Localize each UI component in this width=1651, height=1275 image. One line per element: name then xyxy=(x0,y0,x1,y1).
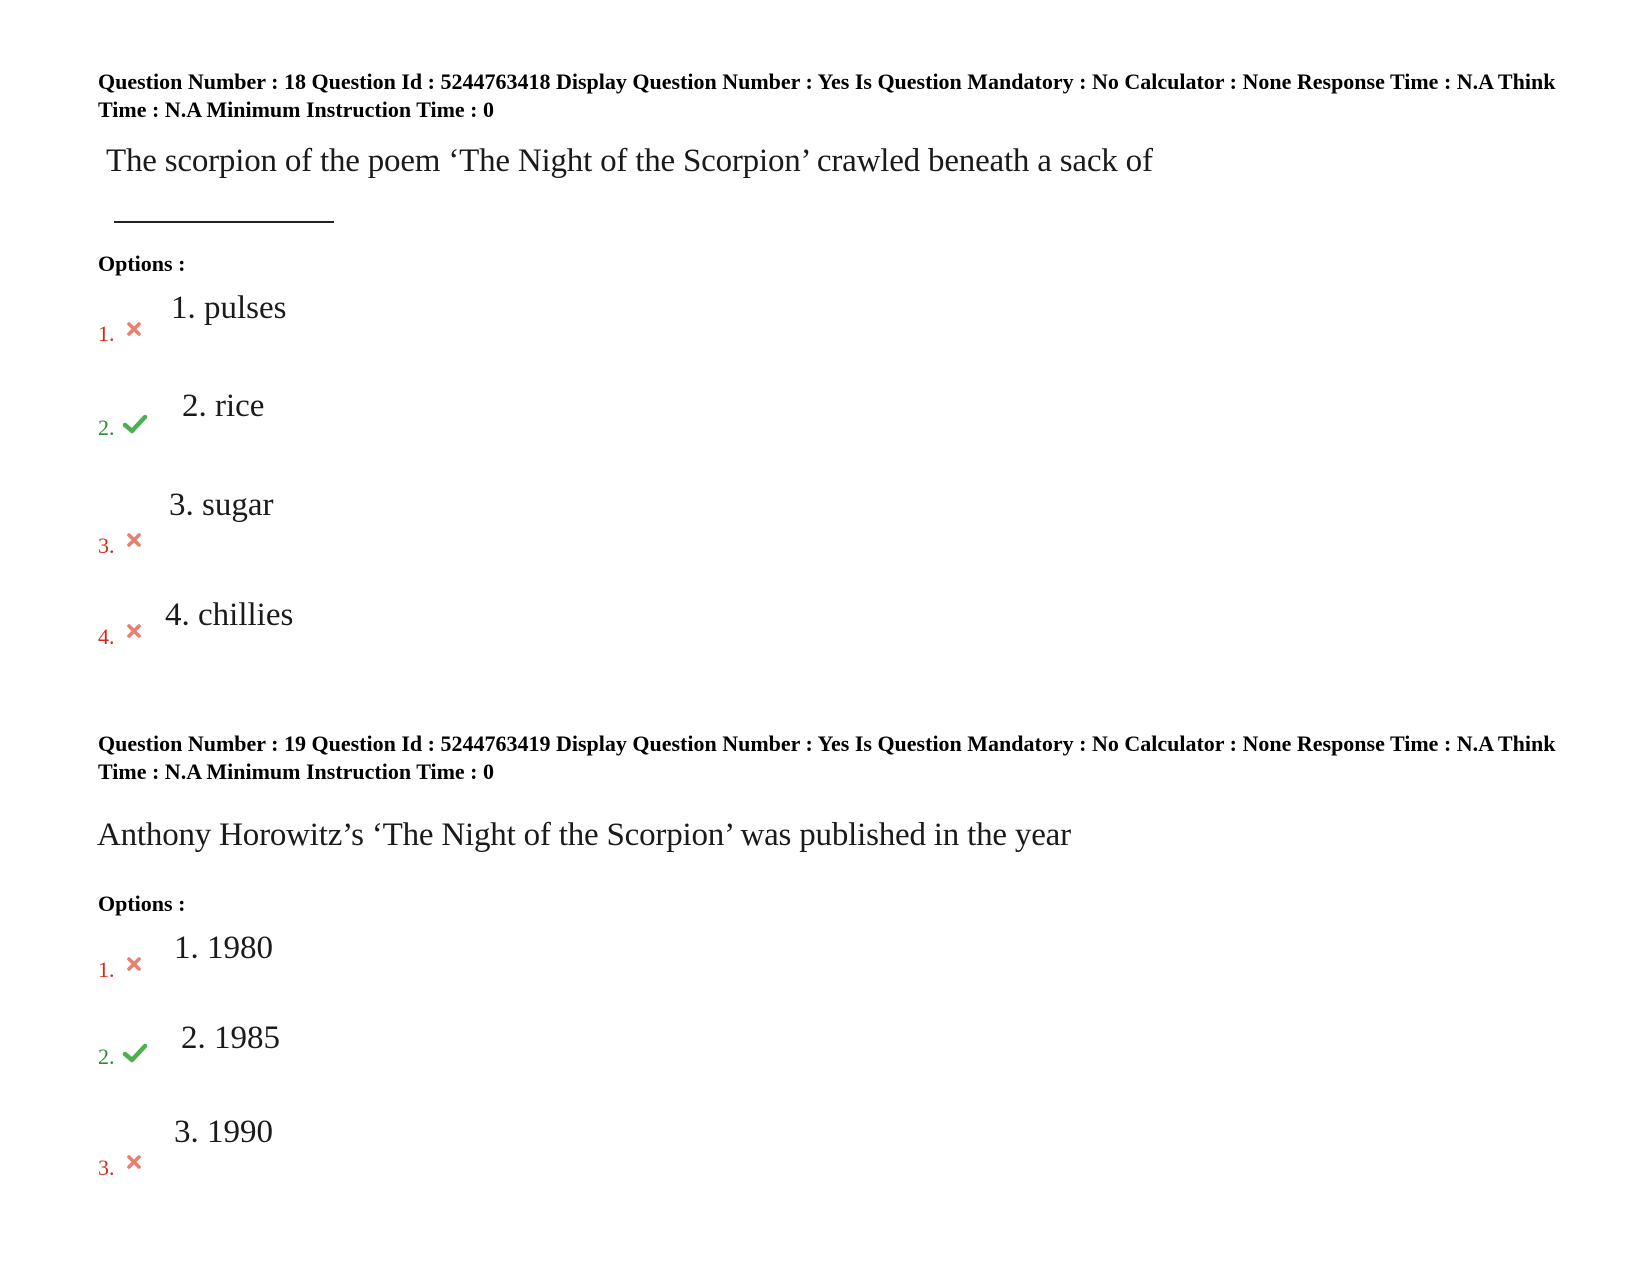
check-icon xyxy=(122,1042,148,1064)
cross-icon xyxy=(126,321,142,337)
cross-icon xyxy=(126,1154,142,1170)
cross-icon xyxy=(126,623,142,639)
question-19-text: Anthony Horowitz’s ‘The Night of the Scorpion’ was published in the year xyxy=(97,817,1071,853)
q18-option-3-number: 3. xyxy=(98,533,115,558)
q19-option-1-number: 1. xyxy=(98,957,115,982)
q19-option-2-text: 2. 1985 xyxy=(181,1020,280,1056)
q19-option-2-number: 2. xyxy=(98,1044,115,1069)
question-19-meta: Question Number : 19 Question Id : 5244763419 Display Question Number : Yes Is Question Mandatory : No Calculator : None Response Time : N.A Think Time : N.A Minimum Instruction Time : 0 xyxy=(98,731,1556,784)
question-18-text: The scorpion of the poem ‘The Night of the Scorpion’ crawled beneath a sack of xyxy=(106,143,1153,179)
q18-option-1-number: 1. xyxy=(98,321,115,346)
q18-option-2-text: 2. rice xyxy=(182,388,265,424)
cross-icon xyxy=(126,532,142,548)
q18-option-4-text: 4. chillies xyxy=(165,597,294,633)
check-icon xyxy=(122,413,148,435)
q18-option-4-number: 4. xyxy=(98,624,115,649)
cross-icon xyxy=(126,956,142,972)
q18-option-3-text: 3. sugar xyxy=(169,487,274,523)
question-18-blank xyxy=(114,221,334,223)
question-18-options-label: Options : xyxy=(98,251,186,276)
q18-option-1-text: 1. pulses xyxy=(171,290,287,326)
q19-option-1-text: 1. 1980 xyxy=(174,930,273,966)
q18-option-2-number: 2. xyxy=(98,415,115,440)
q19-option-3-number: 3. xyxy=(98,1155,115,1180)
question-19-options-label: Options : xyxy=(98,891,186,916)
q19-option-3-text: 3. 1990 xyxy=(174,1114,273,1150)
question-18-meta: Question Number : 18 Question Id : 5244763418 Display Question Number : Yes Is Question Mandatory : No Calculator : None Response Time : N.A Think Time : N.A Minimum Instruction Time : 0 xyxy=(98,69,1556,122)
